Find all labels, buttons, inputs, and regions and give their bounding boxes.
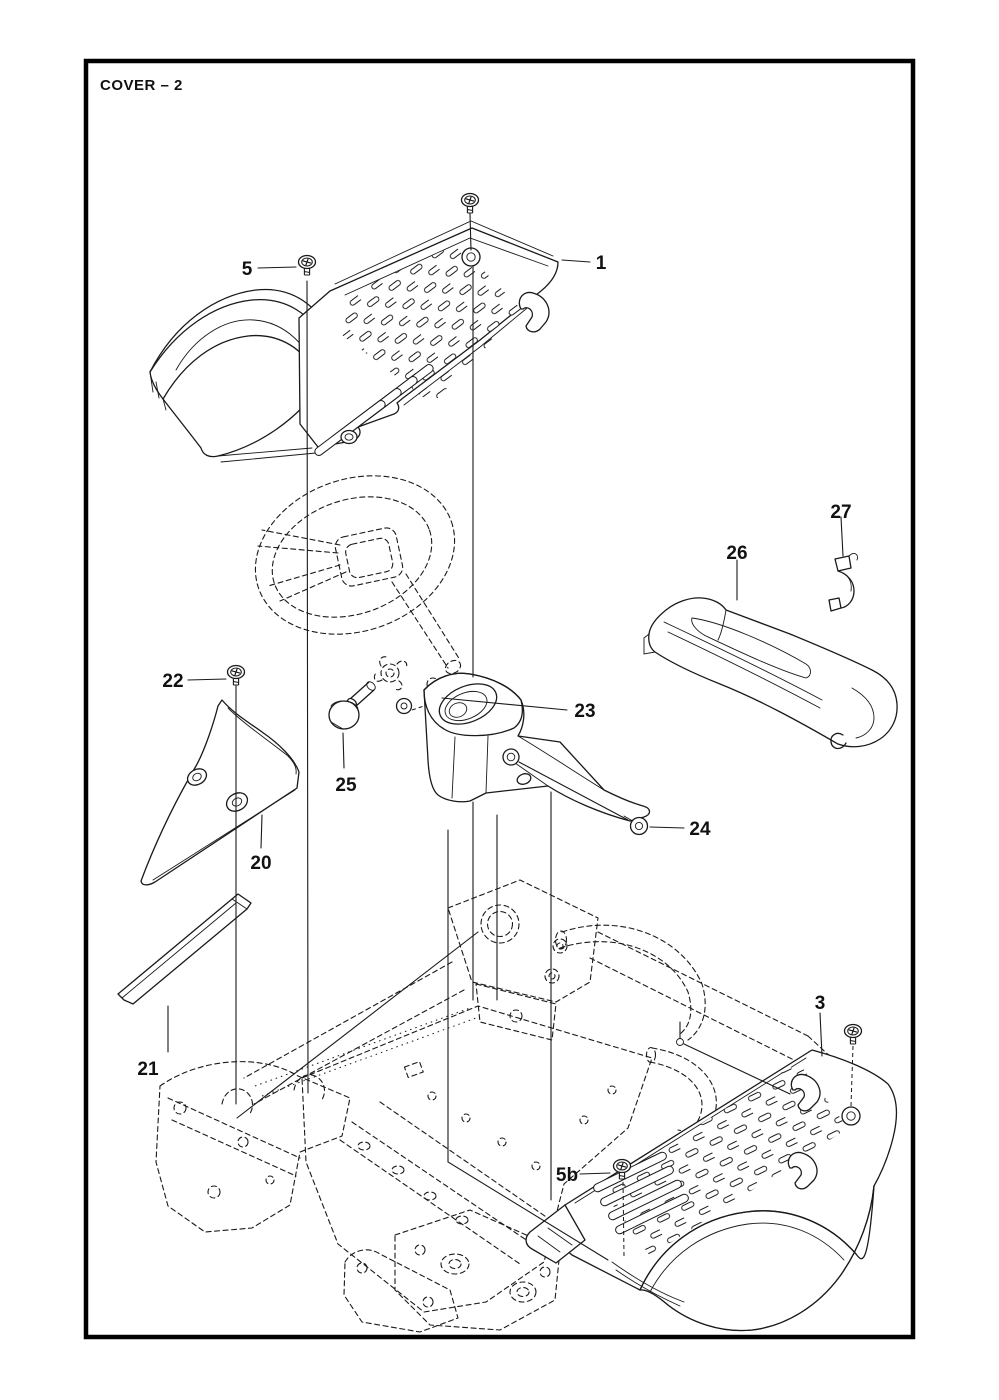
screw-22 [228,666,245,686]
steering-console-cover-23 [424,673,650,821]
callout-27: 27 [830,502,852,523]
callout-21: 21 [137,1059,159,1080]
screw-5-top [299,256,316,276]
callout-23: 23 [574,701,596,722]
side-panel-20 [141,700,299,885]
page-title: COVER – 2 [100,77,183,94]
callout-24: 24 [689,819,711,840]
callout-20: 20 [250,853,272,874]
rear-cover-26 [644,598,897,749]
clip-27 [829,553,857,611]
footrest-plate-left [299,200,570,457]
screw-3-mount [845,1025,862,1045]
callout-5-bottom: 5b [555,1165,579,1186]
callout-26: 26 [726,543,748,564]
steering-wheel-reference [234,450,476,700]
callout-1: 1 [595,253,607,274]
callout-22: 22 [162,671,184,692]
cap-25 [329,701,359,729]
callout-25: 25 [335,775,357,796]
callout-3: 3 [814,993,826,1014]
callout-5-top: 5 [241,259,253,280]
trim-strip-21 [118,894,251,1004]
screw-1-mount [462,194,479,214]
